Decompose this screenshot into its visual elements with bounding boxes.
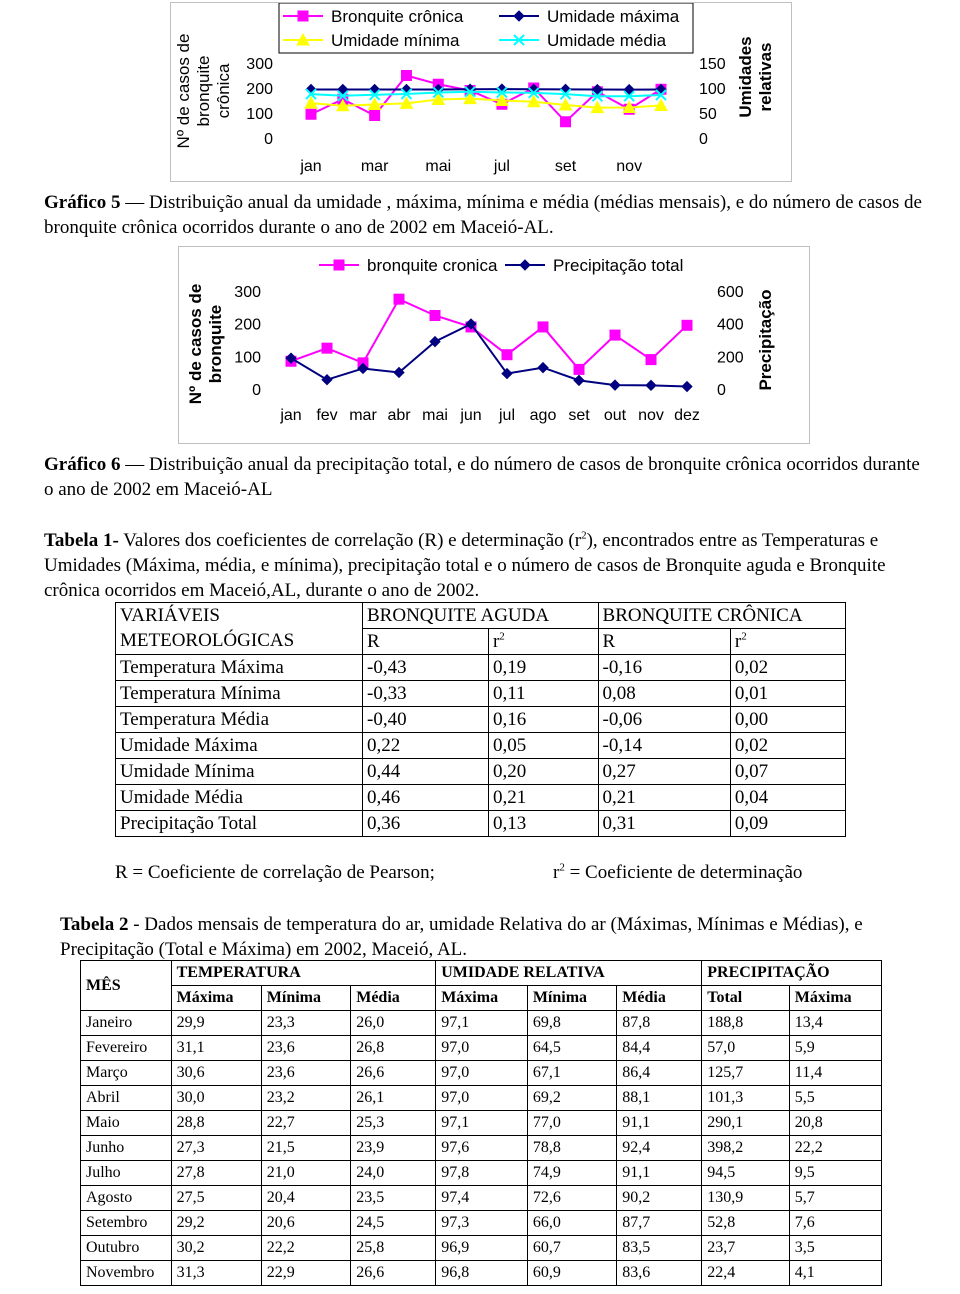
series-0 [286,294,692,374]
series-line [311,99,661,108]
value-cell: 64,5 [527,1036,616,1061]
legend-label: Umidade máxima [547,7,680,26]
value-cell: 84,4 [617,1036,702,1061]
value-cell: 0,02 [730,733,845,759]
subheader-sup: 2 [499,630,505,643]
series-line [291,324,687,387]
value-cell: 9,5 [789,1161,881,1186]
data-point [306,109,316,119]
legend-entry [499,31,667,50]
month-cell: Abril [81,1086,172,1111]
value-cell: -0,14 [598,733,730,759]
month-cell: Setembro [81,1211,172,1236]
value-cell: 398,2 [702,1136,790,1161]
x-tick-label: jan [300,158,322,175]
legend-marker [520,260,530,270]
value-cell: 23,7 [702,1236,790,1261]
value-cell: 30,0 [171,1086,261,1111]
y-left-tick-label: 300 [246,56,273,73]
table-2-caption-text: - Dados mensais de temperatura do ar, umidade Relativa do ar (Máximas, Mínimas e Médias), e Precipitação (Total e Máxima) em 2002, Maceió, AL. [60,914,863,960]
table-row [116,655,846,681]
value-cell: 22,2 [261,1236,350,1261]
value-cell: 87,7 [617,1211,702,1236]
y-left-tick-label: 100 [246,106,273,123]
legend-label: Umidade média [547,31,667,50]
chart-6 [178,246,810,444]
subheader-sup: 2 [741,630,747,643]
value-cell: 25,8 [351,1236,436,1261]
value-cell: 96,9 [436,1236,528,1261]
y-right-axis-title: relativas [756,42,775,112]
y-right-axis-title: Umidades [736,36,755,118]
x-tick-label: set [554,158,577,175]
legend-entry [283,31,460,50]
value-cell: 69,8 [527,1011,616,1036]
value-cell: 0,05 [488,733,598,759]
value-cell: 26,0 [351,1011,436,1036]
value-cell: 0,04 [730,785,845,811]
y-left-axis-title: bronquite [206,304,225,384]
value-cell: 83,5 [617,1236,702,1261]
subheader-r: r [734,631,742,652]
value-cell: 72,6 [527,1186,616,1211]
footnote-sup: 2 [559,861,565,874]
value-cell: 97,3 [436,1211,528,1236]
x-tick-label: ago [529,407,557,424]
value-cell: 60,9 [527,1261,616,1286]
header-bronquite-aguda: BRONQUITE AGUDA [363,603,599,629]
value-cell: 97,1 [436,1111,528,1136]
value-cell: 24,5 [351,1211,436,1236]
subheader-cell: Máxima [171,986,261,1011]
y-right-tick-label: 600 [717,284,744,301]
value-cell: 5,7 [789,1186,881,1211]
table-row [81,1111,882,1136]
value-cell: 78,8 [527,1136,616,1161]
value-cell: 97,0 [436,1086,528,1111]
value-cell: 21,5 [261,1136,350,1161]
legend-entry [499,7,680,26]
value-cell: 11,4 [789,1061,881,1086]
value-cell: 97,0 [436,1036,528,1061]
table-row [81,1136,882,1161]
value-cell: 27,5 [171,1186,261,1211]
variable-cell: Temperatura Mínima [116,681,363,707]
table-row [81,1261,882,1286]
value-cell: -0,33 [363,681,489,707]
value-cell: 52,8 [702,1211,790,1236]
value-cell: 22,4 [702,1261,790,1286]
table-row [116,811,846,837]
value-cell: 29,2 [171,1211,261,1236]
value-cell: 25,3 [351,1111,436,1136]
value-cell: 0,46 [363,785,489,811]
header-variaveis: VARIÁVEIS METEOROLÓGICAS [116,603,363,655]
table-2-caption [60,912,880,962]
value-cell: 23,6 [261,1036,350,1061]
variable-cell: Temperatura Média [116,707,363,733]
value-cell: 130,9 [702,1186,790,1211]
header-umidade: UMIDADE RELATIVA [436,961,702,986]
table-row [81,1086,882,1111]
value-cell: 20,8 [789,1111,881,1136]
footnote-pearson: R = Coeficiente de correlação de Pearson; [115,862,435,883]
value-cell: 3,5 [789,1236,881,1261]
chart-6-svg [179,247,809,443]
header-mes: MÊS [81,961,172,1011]
table-row [81,1161,882,1186]
value-cell: -0,06 [598,707,730,733]
value-cell: 0,27 [598,759,730,785]
value-cell: 290,1 [702,1111,790,1136]
y-right-axis-title: Precipitação [756,289,775,391]
correlation-table [115,602,846,837]
x-tick-label: nov [638,407,664,424]
table-row [81,1186,882,1211]
value-cell: 26,8 [351,1036,436,1061]
value-cell: 4,1 [789,1261,881,1286]
legend-entry [283,7,464,26]
value-cell: 83,6 [617,1261,702,1286]
table-row [116,733,846,759]
month-cell: Maio [81,1111,172,1136]
value-cell: 22,9 [261,1261,350,1286]
y-right-tick-label: 100 [699,81,726,98]
data-point [401,71,411,81]
value-cell: 77,0 [527,1111,616,1136]
data-point [322,343,332,353]
x-tick-label: jan [280,407,302,424]
month-cell: Fevereiro [81,1036,172,1061]
x-tick-label: mar [360,158,389,175]
monthly-data-table [80,960,882,1286]
legend-marker [334,260,344,270]
value-cell: -0,16 [598,655,730,681]
value-cell: 20,4 [261,1186,350,1211]
value-cell: 26,1 [351,1086,436,1111]
data-point [394,294,404,304]
subheader-cell: Mínima [527,986,616,1011]
data-point [646,355,656,365]
variable-cell: Umidade Mínima [116,759,363,785]
data-point [574,364,584,374]
value-cell: 101,3 [702,1086,790,1111]
value-cell: 26,6 [351,1261,436,1286]
value-cell: 94,5 [702,1161,790,1186]
value-cell: 23,2 [261,1086,350,1111]
table-1-caption-sup: 2 [581,529,587,542]
y-left-axis-title: Nº de casos de [174,33,193,149]
data-point [538,363,548,373]
y-left-tick-label: 0 [264,131,273,148]
x-tick-label: abr [387,407,411,424]
data-point [574,375,584,385]
value-cell: 91,1 [617,1161,702,1186]
value-cell: 88,1 [617,1086,702,1111]
value-cell: -0,43 [363,655,489,681]
table-row [81,1236,882,1261]
y-left-tick-label: 200 [234,316,261,334]
value-cell: 24,0 [351,1161,436,1186]
variable-cell: Temperatura Máxima [116,655,363,681]
y-right-tick-label: 50 [699,106,717,123]
y-left-tick-label: 0 [252,382,261,399]
header-temperatura: TEMPERATURA [171,961,436,986]
data-point [538,322,548,332]
table-1-caption-text-a: Valores dos coeficientes de correlação (R) e determinação (r [118,530,582,551]
value-cell: 27,3 [171,1136,261,1161]
table-row [81,1036,882,1061]
series-line [311,92,661,96]
y-right-tick-label: 150 [699,56,726,73]
table-row [81,1211,882,1236]
value-cell: 0,02 [730,655,845,681]
subheader-cell: Média [351,986,436,1011]
value-cell: 0,00 [730,707,845,733]
data-point [682,320,692,330]
value-cell: 92,4 [617,1136,702,1161]
table-1-footnote [115,860,855,885]
header-bronquite-cronica: BRONQUITE CRÔNICA [598,603,845,629]
header-precipitacao: PRECIPITAÇÃO [702,961,882,986]
table-2-caption-label: Tabela 2 [60,914,129,935]
series-line [291,299,687,369]
value-cell: 22,2 [789,1136,881,1161]
caption-chart-5 [44,190,924,240]
data-point [322,375,332,385]
value-cell: -0,40 [363,707,489,733]
value-cell: 31,1 [171,1036,261,1061]
value-cell: 87,8 [617,1011,702,1036]
y-right-tick-label: 200 [717,349,744,367]
chart-5-svg [171,3,791,181]
table-row [81,1011,882,1036]
value-cell: 0,07 [730,759,845,785]
footnote-determinacao [553,860,802,885]
value-cell: 97,8 [436,1161,528,1186]
y-right-tick-label: 400 [717,316,744,334]
x-tick-label: dez [674,407,700,424]
value-cell: 20,6 [261,1211,350,1236]
legend-entry [319,256,498,275]
table-1-caption-text-b: ), encontrados entre as Temperaturas e Umidades (Máxima, média, e mínima), precipitação total e o número de casos de Bronquite aguda e Bronquite crônica ocorridos em Maceió,AL, durante o ano de 2002. [44,530,886,601]
value-cell: 0,19 [488,655,598,681]
value-cell: 23,9 [351,1136,436,1161]
variable-cell: Umidade Média [116,785,363,811]
data-point [561,117,571,127]
x-tick-label: set [568,407,590,424]
value-cell: 27,8 [171,1161,261,1186]
month-cell: Julho [81,1161,172,1186]
x-tick-label: out [603,407,627,424]
month-cell: Novembro [81,1261,172,1286]
caption-5-text: — Distribuição anual da umidade , máxima, mínima e média (médias mensais), e do número de casos de bronquite crônica ocorridos durante o ano de 2002 em Maceió-AL. [44,192,922,238]
value-cell: 0,08 [598,681,730,707]
month-cell: Março [81,1061,172,1086]
data-point [646,380,656,390]
value-cell: 69,2 [527,1086,616,1111]
caption-6-label: Gráfico 6 [44,454,121,475]
value-cell: 60,7 [527,1236,616,1261]
subheader-cell: Máxima [789,986,881,1011]
x-tick-label: jul [498,407,516,424]
table-row [116,759,846,785]
footnote-text: = Coeficiente de determinação [564,862,803,883]
y-left-axis-title: bronquite [194,55,213,127]
value-cell: 0,44 [363,759,489,785]
variable-cell: Precipitação Total [116,811,363,837]
value-cell: 86,4 [617,1061,702,1086]
value-cell: 97,0 [436,1061,528,1086]
value-cell: 22,7 [261,1111,350,1136]
subheader-r: r [492,631,500,652]
value-cell: 0,21 [488,785,598,811]
value-cell: 188,8 [702,1011,790,1036]
x-tick-label: jun [460,407,482,424]
table-row [116,681,846,707]
value-cell: 0,21 [598,785,730,811]
chart-5 [170,2,792,182]
legend-label: Umidade mínima [331,31,460,50]
month-cell: Outubro [81,1236,172,1261]
value-cell: 97,4 [436,1186,528,1211]
subheader-R-aguda: R [363,629,489,655]
table-1-caption-label: Tabela 1- [44,530,119,551]
table-1-caption [44,528,924,603]
value-cell: 29,9 [171,1011,261,1036]
value-cell: 5,9 [789,1036,881,1061]
value-cell: 0,13 [488,811,598,837]
value-cell: 28,8 [171,1111,261,1136]
x-tick-label: mai [422,407,448,424]
table-row [116,785,846,811]
subheader-R-cronica: R [598,629,730,655]
value-cell: 5,5 [789,1086,881,1111]
subheader-r2-cronica [730,629,845,655]
data-point [682,382,692,392]
y-left-tick-label: 100 [234,349,261,367]
caption-5-label: Gráfico 5 [44,192,121,213]
value-cell: 90,2 [617,1186,702,1211]
value-cell: 26,6 [351,1061,436,1086]
value-cell: 23,6 [261,1061,350,1086]
value-cell: 0,01 [730,681,845,707]
legend-label: bronquite cronica [367,256,498,275]
data-point [610,380,620,390]
y-left-tick-label: 200 [246,81,273,98]
value-cell: 31,3 [171,1261,261,1286]
value-cell: 0,22 [363,733,489,759]
y-right-tick-label: 0 [717,382,726,399]
series-line [311,89,661,90]
value-cell: 96,8 [436,1261,528,1286]
subheader-cell: Total [702,986,790,1011]
value-cell: 125,7 [702,1061,790,1086]
value-cell: 0,20 [488,759,598,785]
table-row [116,707,846,733]
data-point [502,350,512,360]
value-cell: 0,11 [488,681,598,707]
value-cell: 0,31 [598,811,730,837]
data-point [610,330,620,340]
table-row [81,1061,882,1086]
subheader-cell: Mínima [261,986,350,1011]
value-cell: 23,3 [261,1011,350,1036]
legend-label: Precipitação total [553,256,684,275]
y-left-axis-title: crônica [214,63,233,119]
legend-entry [505,256,683,275]
subheader-cell: Média [617,986,702,1011]
month-cell: Janeiro [81,1011,172,1036]
x-tick-label: mai [425,158,452,175]
value-cell: 67,1 [527,1061,616,1086]
value-cell: 0,09 [730,811,845,837]
value-cell: 91,1 [617,1111,702,1136]
x-tick-label: mar [349,407,377,424]
value-cell: 7,6 [789,1211,881,1236]
value-cell: 97,6 [436,1136,528,1161]
value-cell: 0,36 [363,811,489,837]
value-cell: 97,1 [436,1011,528,1036]
value-cell: 30,6 [171,1061,261,1086]
x-tick-label: fev [316,407,338,424]
subheader-r2-aguda [488,629,598,655]
footnote-r: r [553,862,560,883]
month-cell: Junho [81,1136,172,1161]
value-cell: 13,4 [789,1011,881,1036]
value-cell: 74,9 [527,1161,616,1186]
value-cell: 0,16 [488,707,598,733]
data-point [430,311,440,321]
data-point [370,85,380,95]
x-tick-label: nov [616,158,643,175]
y-left-axis-title: Nº de casos de [186,283,205,405]
subheader-cell: Máxima [436,986,528,1011]
legend-marker [514,11,524,21]
y-right-tick-label: 0 [699,131,708,148]
value-cell: 57,0 [702,1036,790,1061]
y-left-tick-label: 300 [234,284,261,301]
x-tick-label: jul [493,158,510,175]
value-cell: 66,0 [527,1211,616,1236]
variable-cell: Umidade Máxima [116,733,363,759]
legend-label: Bronquite crônica [331,7,464,26]
month-cell: Agosto [81,1186,172,1211]
value-cell: 21,0 [261,1161,350,1186]
caption-6-text: — Distribuição anual da precipitação total, e do número de casos de bronquite crônica ocorridos durante o ano de 2002 em Maceió-AL [44,454,920,500]
data-point [370,111,380,121]
legend-marker [298,11,308,21]
caption-chart-6 [44,452,924,502]
value-cell: 30,2 [171,1236,261,1261]
value-cell: 23,5 [351,1186,436,1211]
